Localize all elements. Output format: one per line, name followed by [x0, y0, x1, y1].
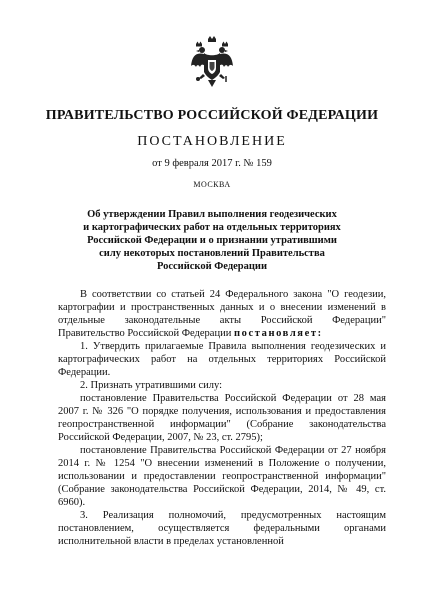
- coat-of-arms-emblem: [190, 36, 234, 88]
- title-line: Российской Федерации и о признании утратившими: [87, 235, 337, 246]
- government-name: ПРАВИТЕЛЬСТВО РОССИЙСКОЙ ФЕДЕРАЦИИ: [45, 108, 379, 123]
- preamble-paragraph: [58, 288, 386, 340]
- paragraph-2a: постановление Правительства Российской Федерации от 28 мая 2007 г. № 326 "О порядке получения, использования и предоставления геопространственной информации" (Собрание законодательства Российской Федерации, 2007, № 23, ст. 2795);: [58, 393, 386, 443]
- city: МОСКВА: [193, 180, 231, 189]
- preamble-text: В соответствии со статьей 24 Федерального закона "О геодезии, картографии и пространственных данных и о внесении изменений в отдельные законодательные акты Российской Федерации" Правительство Российской Федерации: [58, 289, 386, 339]
- title-line: и картографических работ на отдельных территориях: [83, 222, 341, 233]
- document-type: ПОСТАНОВЛЕНИЕ: [137, 134, 287, 149]
- decides-word: постановляет:: [233, 328, 323, 339]
- paragraph-1: 1. Утвердить прилагаемые Правила выполнения геодезических и картографических работ на отдельных территориях Российской Федерации.: [58, 341, 386, 378]
- paragraph-2: 2. Признать утратившими силу:: [80, 380, 223, 391]
- paragraph-2b: постановление Правительства Российской Федерации от 27 ноября 2014 г. № 1254 "О внесении изменений в Положение о получении, использовании и предоставлении геопространственной информации" (Собрание законодательства Российской Федерации, 2014, № 49, ст. 6960).: [58, 445, 386, 508]
- title-line: силу некоторых постановлений Правительства: [99, 248, 325, 259]
- title-line: Об утверждении Правил выполнения геодезических: [87, 209, 337, 220]
- date-and-number: от 9 февраля 2017 г. № 159: [152, 158, 272, 169]
- decree-title: [70, 208, 354, 273]
- title-line: Российской Федерации: [156, 261, 268, 272]
- decree-body: [58, 288, 386, 548]
- paragraph-3: 3. Реализация полномочий, предусмотренных настоящим постановлением, осуществляется федеральными органами исполнительной власти в пределах установленной: [58, 510, 386, 547]
